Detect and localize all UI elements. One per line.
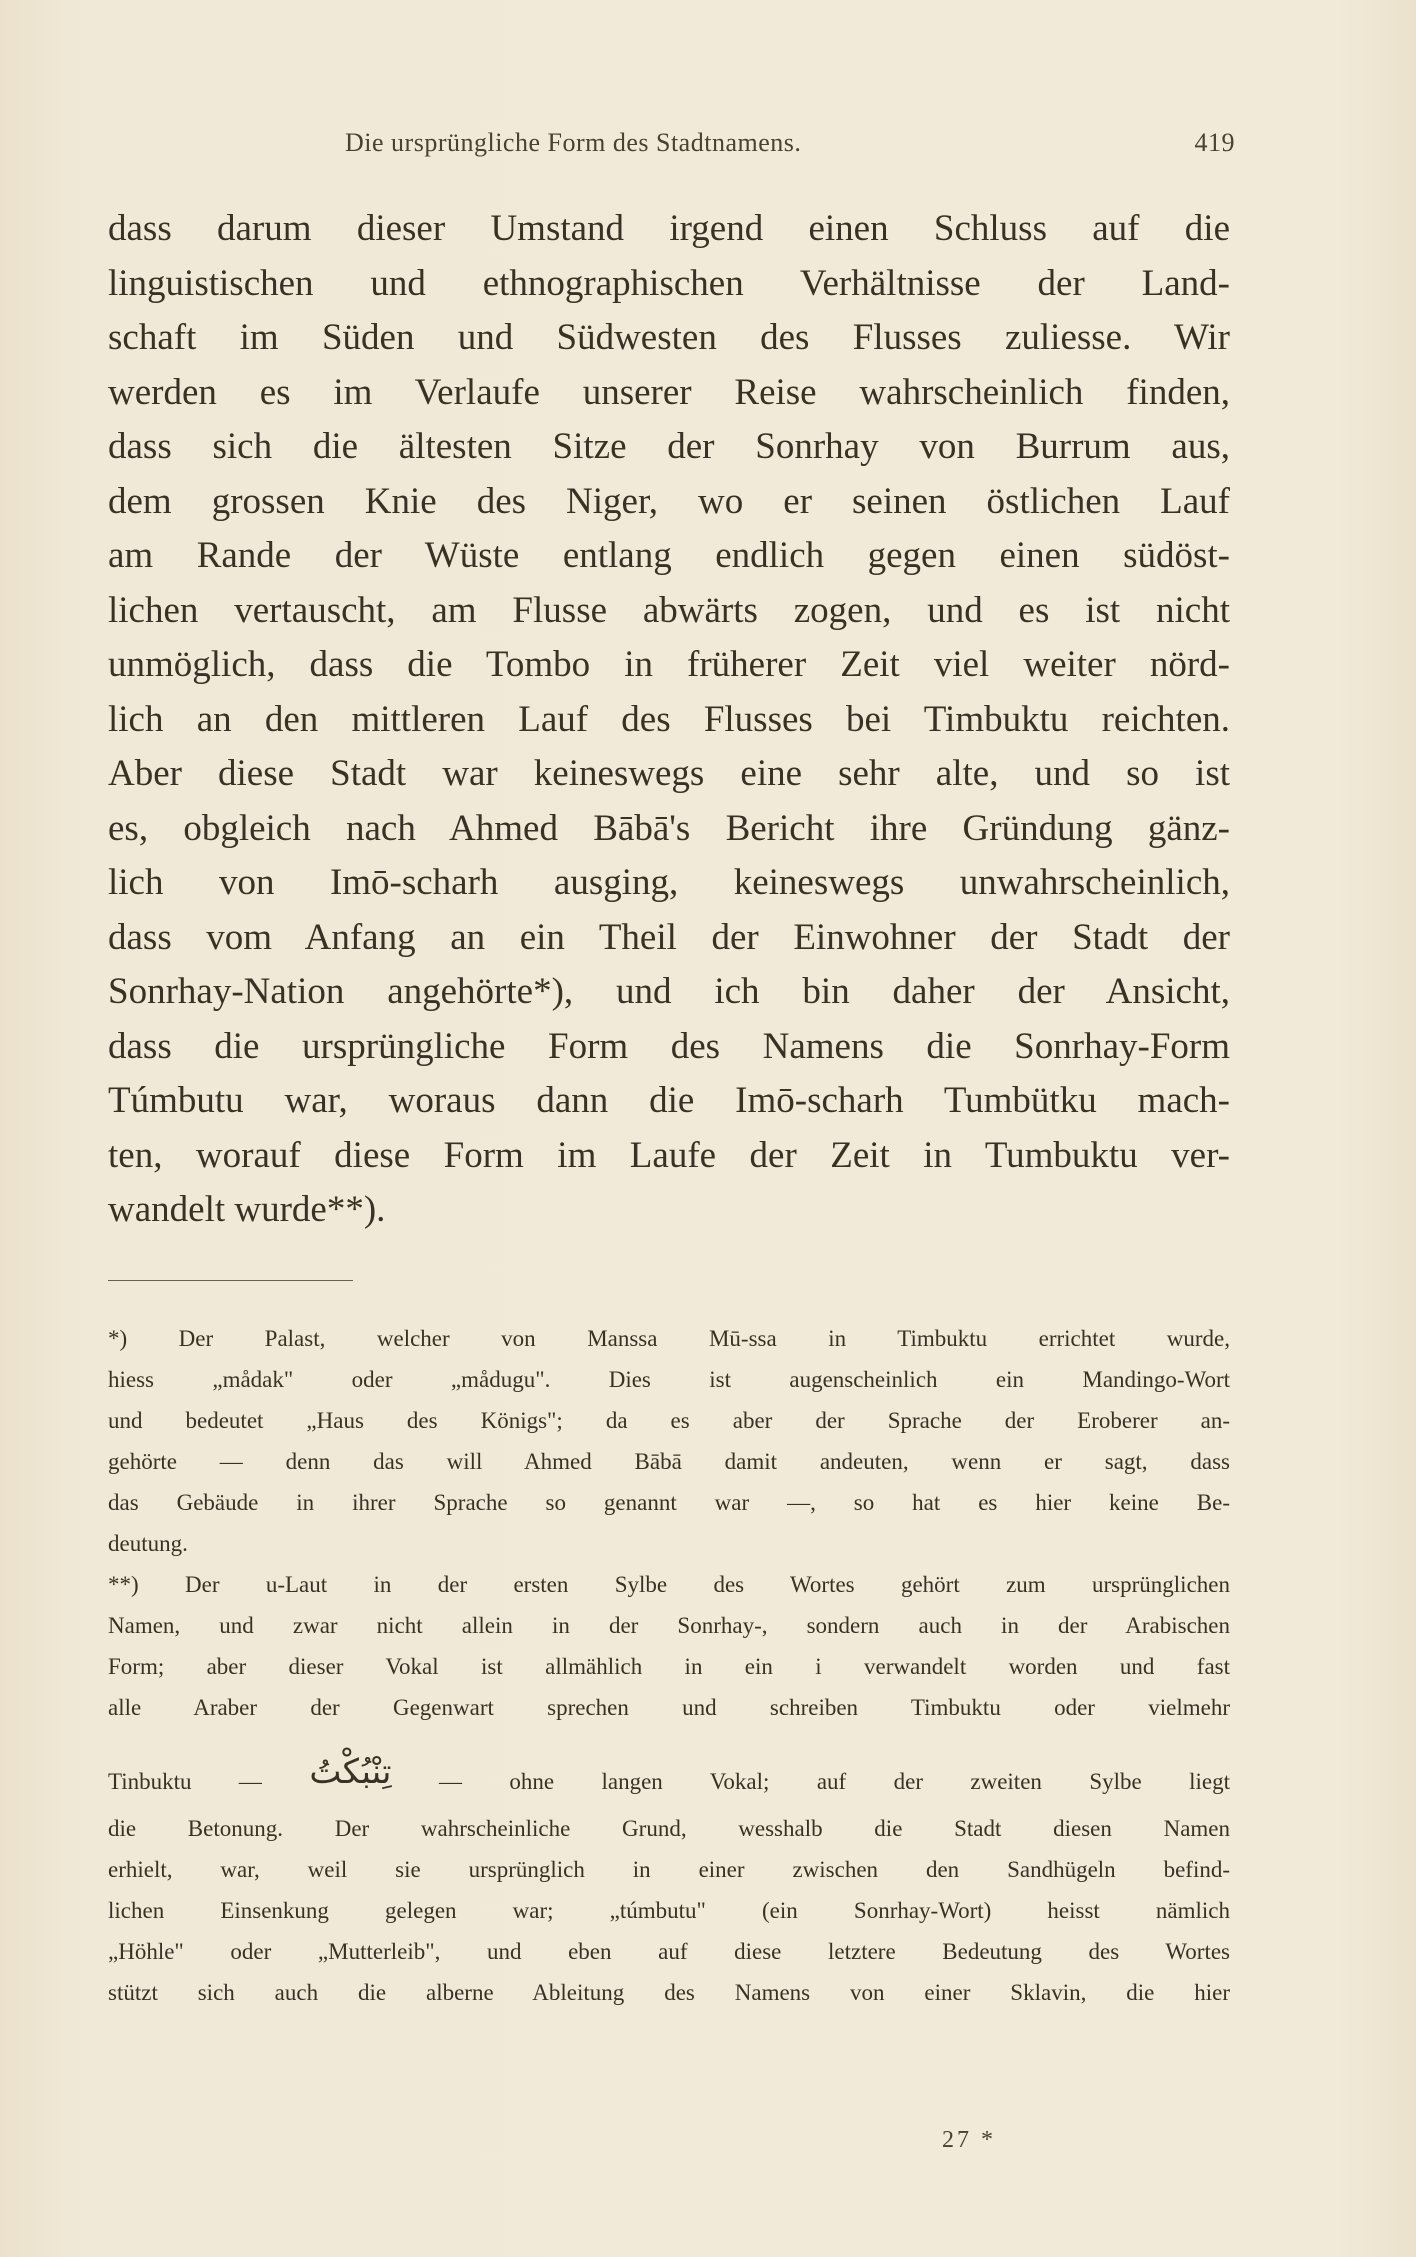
body-line: schaft im Süden und Südwesten des Flusses zuliesse. Wir [108,317,1230,358]
footnote-line: **) Der u-Laut in der ersten Sylbe des Wortes gehört zum ursprünglichen [108,1572,1230,1597]
footnote-line: Namen, und zwar nicht allein in der Sonrhay-, sondern auch in der Arabischen [108,1613,1230,1638]
body-line: lich an den mittleren Lauf des Flusses bei Timbuktu reichten. [108,698,1230,740]
footnote-line: und bedeutet „Haus des Königs"; da es aber der Sprache der Eroberer an- [108,1408,1230,1433]
footnote-line: Form; aber dieser Vokal ist allmählich in ein i verwandelt worden und fast [108,1654,1230,1679]
main-body-text [108,202,1230,1238]
body-line: unmöglich, dass die Tombo in früherer Zeit viel weiter nörd- [108,644,1230,685]
arabic-line-after: — ohne langen Vokal; auf der zweiten Sylbe liegt [438,1769,1230,1794]
footnote-line: alle Araber der Gegenwart sprechen und schreiben Timbuktu oder vielmehr [108,1695,1230,1720]
footnote-line: stützt sich auch die alberne Ableitung des Namens von einer Sklavin, die hier [108,1980,1230,2005]
body-line: dass die ursprüngliche Form des Namens die Sonrhay-Form [108,1025,1230,1067]
body-line: werden es im Verlaufe unserer Reise wahrscheinlich finden, [108,371,1230,413]
arabic-line-before: Tinbuktu — [108,1769,262,1794]
body-line: linguistischen und ethnographischen Verhältnisse der Land- [108,262,1230,304]
footnotes [108,1318,1230,2013]
footnote-separator [108,1280,353,1281]
footnote-2 [108,1564,1230,2013]
footnote-1 [108,1318,1230,1564]
running-head-title: Die ursprüngliche Form des Stadtnamens. [345,128,802,157]
body-line: dass sich die ältesten Sitze der Sonrhay von Burrum aus, [108,426,1230,467]
body-line: dass vom Anfang an ein Theil der Einwohner der Stadt der [108,916,1230,958]
footnote-line: „Höhle" oder „Mutterleib", und eben auf diese letztere Bedeutung des Wortes [108,1939,1230,1964]
body-line: es, obgleich nach Ahmed Bābā's Bericht ihre Gründung gänz- [108,807,1230,849]
footnote-line: hiess „mådak" oder „mådugu". Dies ist augenscheinlich ein Mandingo-Wort [108,1367,1230,1392]
arabic-line-row [108,1728,1230,1808]
footnote-line: *) Der Palast, welcher von Manssa Mū-ssa in Timbuktu errichtet wurde, [108,1326,1230,1351]
body-line: wandelt wurde**). [108,1189,386,1230]
signature-mark: 27 * [942,2127,996,2153]
footnote-line: die Betonung. Der wahrscheinliche Grund, wesshalb die Stadt diesen Namen [108,1816,1230,1841]
footnote-line: lichen Einsenkung gelegen war; „túmbutu" (ein Sonrhay-Wort) heisst nämlich [108,1898,1230,1923]
footnote-line: das Gebäude in ihrer Sprache so genannt war —, so hat es hier keine Be- [108,1490,1230,1515]
footnote-line: erhielt, war, weil sie ursprünglich in einer zwischen den Sandhügeln befind- [108,1857,1230,1882]
body-line: am Rande der Wüste entlang endlich gegen einen südöst- [108,535,1230,576]
body-line: lich von Imō-scharh ausging, keineswegs unwahrscheinlich, [108,862,1230,903]
body-line: Aber diese Stadt war keineswegs eine sehr alte, und so ist [108,753,1230,794]
body-line: dem grossen Knie des Niger, wo er seinen östlichen Lauf [108,480,1230,522]
body-line: Sonrhay-Nation angehörte*), und ich bin daher der Ansicht, [108,971,1230,1012]
footnote-line: gehörte — denn das will Ahmed Bābā damit andeuten, wenn er sagt, dass [108,1449,1230,1474]
body-line: ten, worauf diese Form im Laufe der Zeit in Tumbuktu ver- [108,1134,1230,1176]
body-line: dass darum dieser Umstand irgend einen Schluss auf die [108,208,1230,249]
arabic-word: تِنْبُكْتُ [309,1752,392,1792]
body-line: lichen vertauscht, am Flusse abwärts zogen, und es ist nicht [108,589,1230,631]
body-line: Túmbutu war, woraus dann die Imō-scharh Tumbütku mach- [108,1080,1230,1121]
footnote-line [108,1752,1230,1799]
page-number: 419 [1194,128,1235,157]
footnote-line: deutung. [108,1531,188,1556]
